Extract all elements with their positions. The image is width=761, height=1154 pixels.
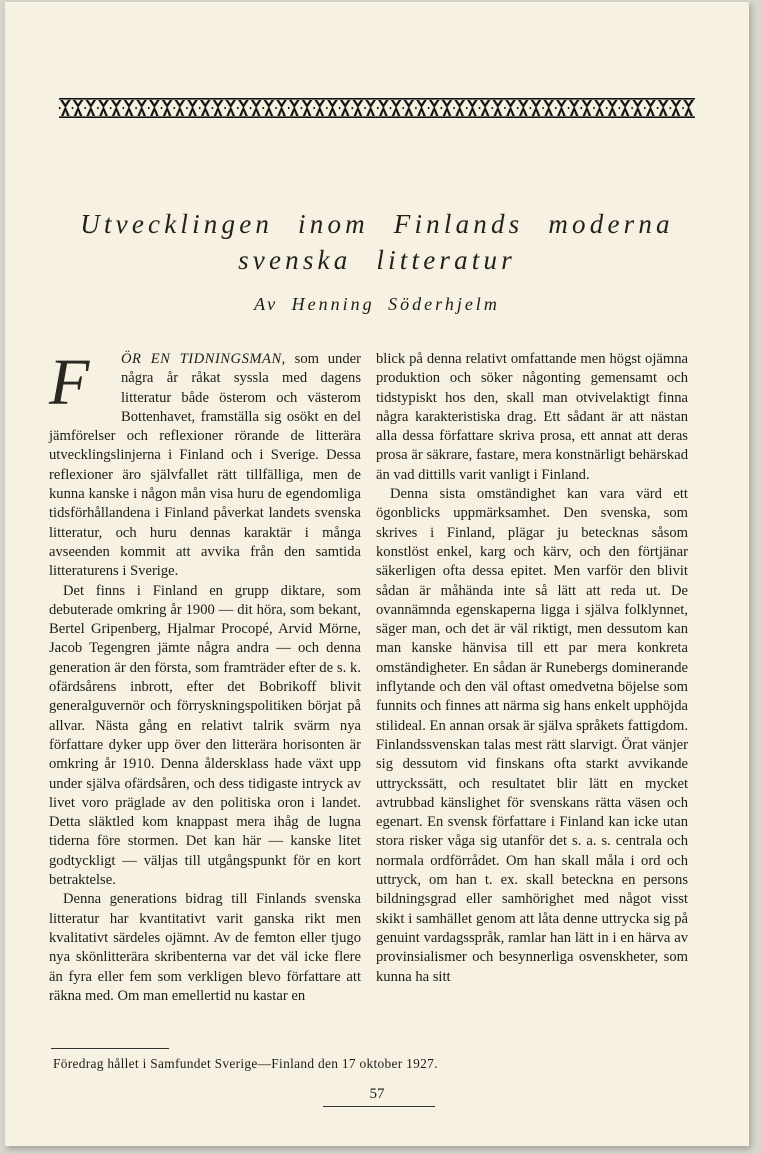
paragraph	[49, 346, 361, 582]
right-column	[376, 350, 688, 987]
floral-border-ornament	[59, 98, 695, 118]
article-title-line-2: svenska litteratur	[238, 245, 516, 275]
paragraph: blick på denna relativt omfattande men högst ojämna produktion och söker någonting gemensamt och tidstypiskt hos den, skall man otvivelaktigt finna några karakteristiska drag. Ett sådant är att nästan alla dessa författare skriva prosa, ett annat att deras prosa är säkrare, fastare, mera konstnärligt behärskad än vad dittills varit vanligt i Finland.	[376, 351, 688, 483]
article-title-line-1: Utvecklingen inom Finlands moderna	[80, 209, 674, 239]
paragraph: Denna generations bidrag till Finlands svenska litteratur har kvantitativt varit ganska rikt men kvalitativt särdeles ojämnt. Av de femton eller tjugo nya skönlitterära skribenterna var det väl icke flere än fyra eller fem som verkligen blevo författare att räkna med. Om man emellertid nu kastar en	[49, 891, 361, 1004]
paragraph-text: som under några år råkat syssla med dagens litteratur både österom och västerom Bottenhavet, framställa sig osökt en del jämförelser och reflexioner rörande de litterära utvecklingslinjerna i Finland och i Sverige. Dessa reflexioner äro självfallet rätt tillfälliga, men de kunna kanske i någon mån visa huru de egendomliga tidsförhållandena i Finland påverkat landets svenska litteratur, och huru dennas karaktär i många avseenden kommit att avvika från den samtida litteraturens i Sverige.	[49, 351, 361, 580]
page-number: 57	[369, 1086, 385, 1102]
paragraph: Det finns i Finland en grupp diktare, som debuterade omkring år 1900 — dit höra, som bekant, Bertel Gripenberg, Hjalmar Procopé, Arvid Mörne, Jacob Tegengren jämte några andra — och denna generation är den första, som framträder efter de s. k. ofärdsårens inbrott, efter det Bobrikoff blivit generalguvernör och förryskningspolitiken börjat på allvar. Nästa gång en relativt talrik svärm nya författare dyker upp över den litterära horisonten är omkring år 1910. Denna åldersklass hade växt upp under själva ofärdsåren, och dess tidigaste intryck av livet voro präglade av den politiska oron i landet. Detta släktled kom knappast mera ihåg de lugna tiderna före stormen. Det kan här — kanske litet godtyckligt — väljas till utgångspunkt för en kort betraktelse.	[49, 582, 361, 889]
footnote-rule	[51, 1048, 169, 1049]
lead-caps: ÖR EN TIDNINGSMAN,	[121, 351, 286, 367]
book-page	[5, 2, 749, 1146]
paragraph: Denna sista omständighet kan vara värd ett ögonblicks uppmärksamhet. Den svenska, som skrives i Finland, plägar ju betecknas såsom konstlöst enkel, karg och kärv, och den förtjänar säkerligen ofta dessa epitet. Men varför den blivit sådan är måhända inte så lätt att reda ut. De ovannämnda egenskaperna ligga i själva folklynnet, säger man, och det är väl riktigt, men dessutom kan man kanske hänvisa till ett par mera konkreta omständigheter. En sådan är Runebergs dominerande inflytande och den väl oftast omedvetna böjelse som funnits och finnes att närma sig hans enkelt upphöjda stilideal. En annan orsak är själva språkets fattigdom. Finlandssvenskan talas mest rätt slarvigt. Örat vänjer sig dessutom vid finskans ofta starkt avvikande uttryckssätt, och resultatet blir lätt en mycket avtrubbad känslighet för svenskans rätta väsen och egenart. En svensk författare i Finland kan icke utan stora risker våga sig utanför det s. a. s. centrala och normala ordförrådet. Om han skall måla i ord och uttryck, om han t. ex. skall beteckna en persons bildningsgrad eller samhörighet med något visst skikt i samhället genom att låta denne uttrycka sig på genuint vardagsspråk, ramlar han lätt in i en härva av provinsialismer och besynnerliga osvenskheter, som kunna ha sitt	[376, 486, 688, 985]
footnote: Föredrag hållet i Samfundet Sverige—Finland den 17 oktober 1927.	[53, 1056, 438, 1071]
left-column	[49, 346, 361, 1006]
drop-cap: F	[49, 346, 90, 419]
byline: Av Henning Söderhjelm	[254, 294, 500, 314]
page-number-rule	[323, 1106, 435, 1107]
